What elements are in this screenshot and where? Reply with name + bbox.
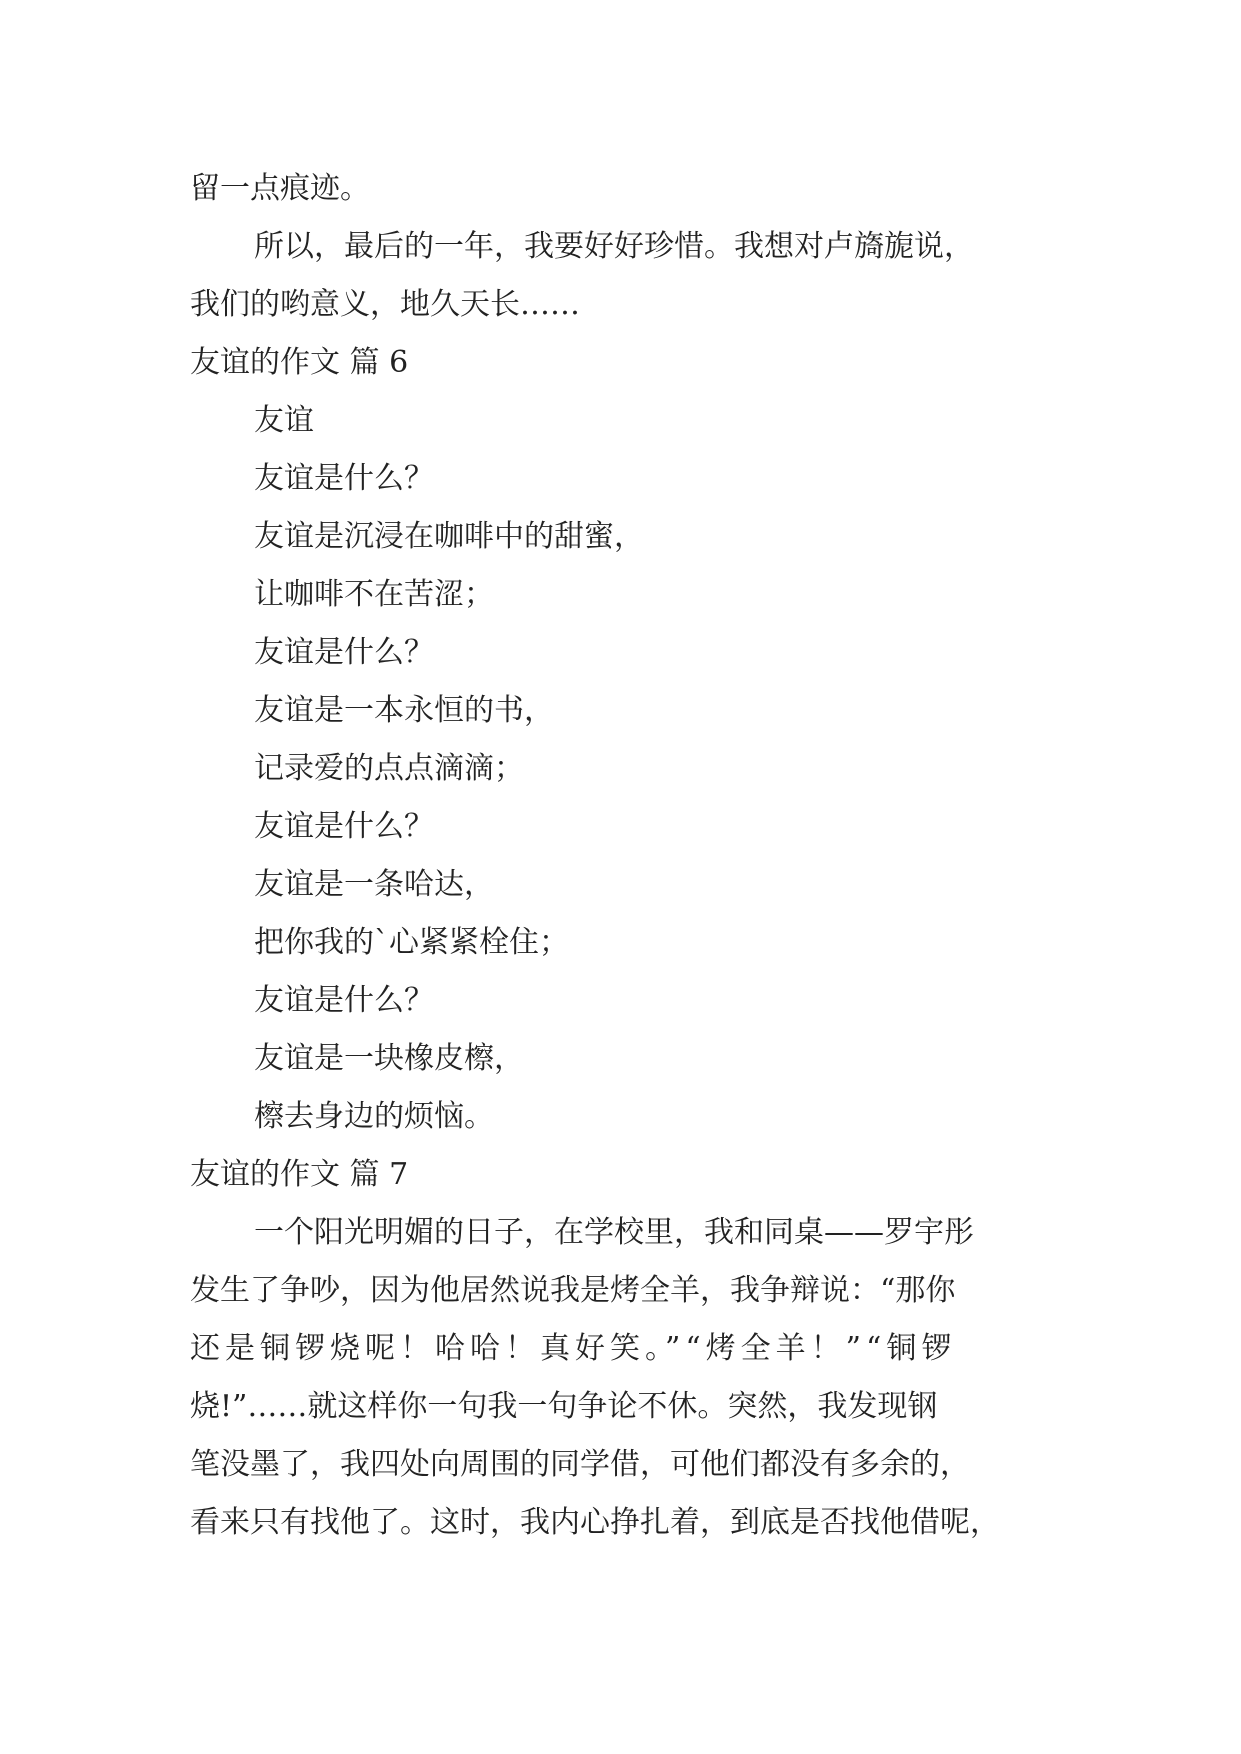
poem-line: 友谊是一块橡皮檫， — [254, 1041, 524, 1076]
poem-line: 友谊是什么？ — [254, 461, 434, 496]
paragraph-line: 所以，最后的一年，我要好好珍惜。我想对卢旖旎说， — [254, 229, 974, 264]
poem-line: 友谊是沉浸在咖啡中的甜蜜， — [254, 519, 644, 554]
poem-line: 友谊是什么？ — [254, 809, 434, 844]
section-heading-7: 友谊的作文 篇 7 — [190, 1157, 409, 1192]
paragraph-line: 烧!”……就这样你一句我一句争论不休。突然，我发现钢 — [190, 1389, 938, 1424]
paragraph-line: 一个阳光明媚的日子，在学校里，我和同桌——罗宇彤 — [254, 1215, 974, 1250]
document-body — [190, 160, 1060, 1552]
paragraph-line: 还是铜锣烧呢！哈哈！真好笑。”“烤全羊！”“铜锣 — [190, 1331, 957, 1366]
paragraph-line: 看来只有找他了。这时，我内心挣扎着，到底是否找他借呢， — [190, 1505, 1000, 1540]
poem-line: 友谊是一本永恒的书， — [254, 693, 554, 728]
poem-line: 让咖啡不在苦涩； — [254, 577, 494, 612]
section-heading-6: 友谊的作文 篇 6 — [190, 345, 409, 380]
poem-title: 友谊 — [254, 403, 314, 438]
paragraph-line: 笔没墨了，我四处向周围的同学借，可他们都没有多余的， — [190, 1447, 970, 1482]
paragraph-line: 我们的哟意义，地久天长…… — [190, 287, 580, 322]
poem-line: 友谊是一条哈达， — [254, 867, 494, 902]
poem-line: 友谊是什么？ — [254, 635, 434, 670]
poem-line: 檫去身边的烦恼。 — [254, 1099, 494, 1134]
poem-line: 把你我的`心紧紧栓住； — [254, 925, 569, 960]
poem-line: 记录爱的点点滴滴； — [254, 751, 524, 786]
poem-line: 友谊是什么？ — [254, 983, 434, 1018]
text-line: 留一点痕迹。 — [190, 171, 370, 206]
paragraph-line: 发生了争吵，因为他居然说我是烤全羊，我争辩说：“那你 — [190, 1273, 956, 1308]
